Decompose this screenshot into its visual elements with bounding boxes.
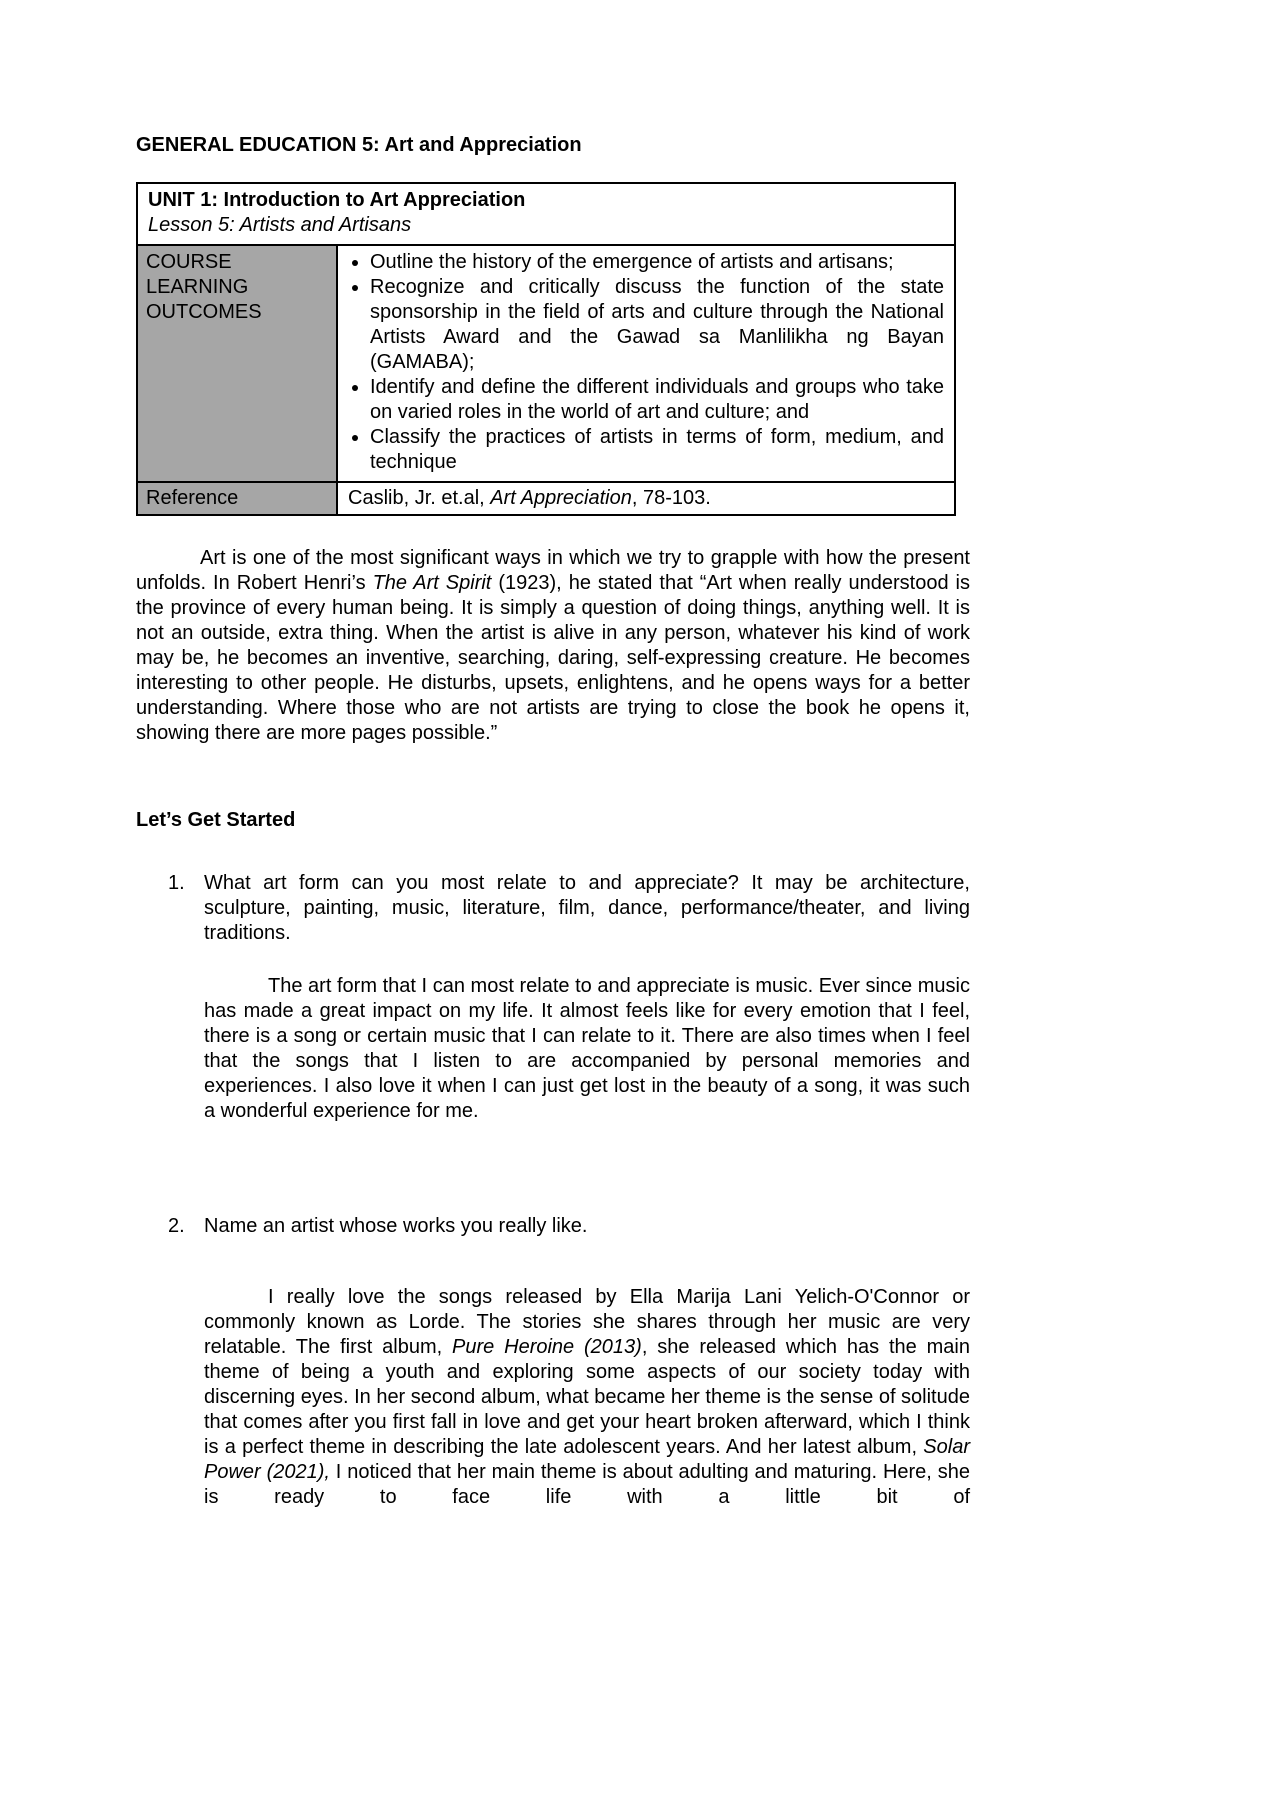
outcomes-list: [344, 250, 944, 475]
section-heading: Let’s Get Started: [136, 809, 296, 831]
outcomes-cell: [337, 245, 955, 482]
reference-text-post: , 78-103.: [631, 487, 711, 509]
outcome-item: • Classify the practices of artists in terms of form, medium, and technique: [370, 425, 944, 475]
answer-2-album-2: Solar Power (2021),: [204, 1436, 970, 1483]
document-content: [136, 133, 970, 1510]
clo-label: COURSE LEARNING OUTCOMES: [146, 251, 262, 323]
question-2-text: Name an artist whose works you really like.: [204, 1215, 588, 1237]
clo-label-cell: [137, 245, 337, 482]
answer-1: The art form that I can most relate to and appreciate is music. Ever since music has made a great impact on my life. It almost feels like for every emotion that I feel, there is a song or certain music that I can relate to it. There are also times when I feel that the songs that I listen to are accompanied by personal memories and experiences. I also love it when I can just get lost in the beauty of a song, it was such a wonderful experience for me.: [204, 975, 970, 1122]
intro-text-2: (1923), he stated that “Art when really understood is the province of every human being. It is simply a question of doing things, anything well. It is not an outside, extra thing. When the artist is alive in any person, whatever his kind of work may be, he becomes an inventive, searching, daring, self-expressing creature. He becomes interesting to other people. He disturbs, upsets, enlightens, and he opens ways for a better understanding. Where those who are not artists are trying to close the book he opens it, showing there are more pages possible.”: [136, 572, 971, 744]
intro-book-title: The Art Spirit: [372, 572, 492, 594]
answer-2: [204, 1285, 970, 1510]
answer-2-text-3: I noticed that her main theme is about adulting and maturing. Here, she is ready to face life with a little bit of: [204, 1461, 970, 1508]
answer-2-album-1: Pure Heroine (2013): [452, 1336, 642, 1358]
question-2-number: 2.: [168, 1215, 185, 1237]
question-2-block: [136, 1214, 970, 1510]
unit-title: UNIT 1: Introduction to Art Appreciation: [148, 189, 526, 211]
question-1-block: [136, 871, 970, 1124]
course-info-table: [136, 182, 956, 516]
table-row-unit: [137, 183, 955, 245]
table-row-reference: [137, 482, 955, 515]
reference-book-title: Art Appreciation: [490, 487, 632, 509]
question-2: [136, 1214, 970, 1239]
document-title: GENERAL EDUCATION 5: Art and Appreciation: [136, 134, 582, 156]
intro-text-1: Art is one of the most significant ways in which we try to grapple with how the present unfolds. In Robert Henri’s: [136, 547, 970, 594]
reference-label-cell: [137, 482, 337, 515]
unit-cell: [137, 183, 955, 245]
intro-paragraph: [136, 546, 970, 746]
reference-value-cell: [337, 482, 955, 515]
reference-label: Reference: [146, 487, 239, 509]
question-1-text: What art form can you most relate to and appreciate? It may be architecture, sculpture, painting, music, literature, film, dance, performance/theater, and living traditions.: [204, 872, 970, 944]
outcome-item: • Recognize and critically discuss the function of the state sponsorship in the field of arts and culture through the National Artists Award and the Gawad sa Manlilikha ng Bayan (GAMABA);: [370, 275, 944, 375]
answer-2-text-2: , she released which has the main theme of being a youth and exploring some aspects of our society today with discerning eyes. In her second album, what became her theme is the sense of solitude that comes after you first fall in love and get your heart broken afterward, which I think is a perfect theme in describing the late adolescent years. And her latest album,: [204, 1336, 970, 1458]
reference-text-pre: Caslib, Jr. et.al,: [348, 487, 491, 509]
question-1: [136, 871, 970, 946]
table-row-outcomes: [137, 245, 955, 482]
lesson-subtitle: Lesson 5: Artists and Artisans: [148, 214, 412, 236]
outcome-item: • Outline the history of the emergence of artists and artisans;: [370, 250, 944, 275]
outcome-item: • Identify and define the different individuals and groups who take on varied roles in the world of art and culture; and: [370, 375, 944, 425]
answer-2-text-1: I really love the songs released by Ella Marija Lani Yelich-O'Connor or commonly known as Lorde. The stories she shares through her music are very relatable. The first album,: [204, 1286, 970, 1358]
question-1-number: 1.: [168, 872, 185, 894]
